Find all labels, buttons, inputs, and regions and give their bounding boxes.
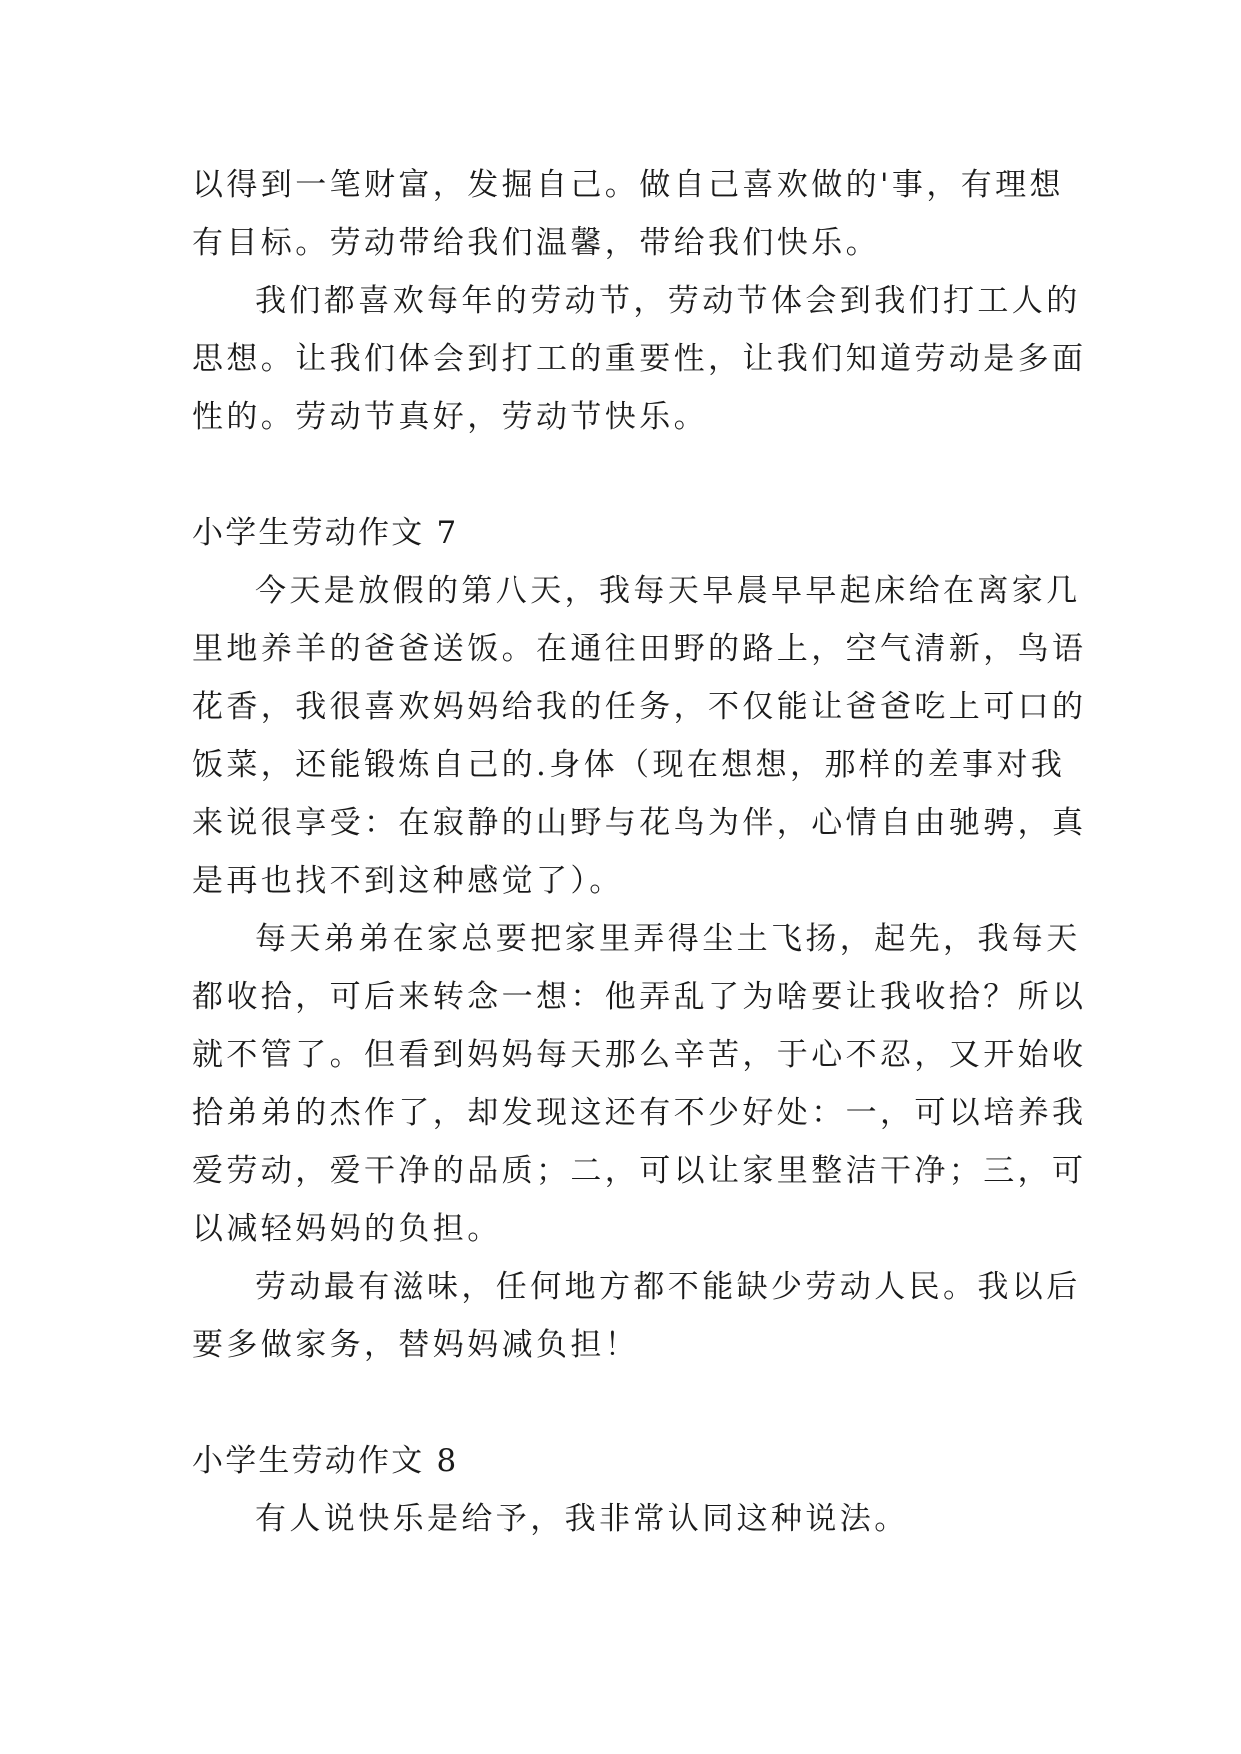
text-line: 有目标。劳动带给我们温馨，带给我们快乐。	[192, 225, 880, 261]
text-line: 就不管了。但看到妈妈每天那么辛苦，于心不忍，又开始收	[192, 1037, 1087, 1073]
text-line: 以得到一笔财富，发掘自己。做自己喜欢做的'事，有理想	[192, 167, 1064, 203]
text-line: 花香，我很喜欢妈妈给我的任务，不仅能让爸爸吃上可口的	[192, 689, 1087, 725]
text-line: 今天是放假的第八天，我每天早晨早早起床给在离家几	[255, 573, 1081, 609]
text-line: 以减轻妈妈的负担。	[192, 1211, 502, 1247]
text-line: 我们都喜欢每年的劳动节，劳动节体会到我们打工人的	[255, 283, 1081, 319]
text-line: 有人说快乐是给予，我非常认同这种说法。	[255, 1501, 909, 1537]
section-heading: 小学生劳动作文 7	[192, 515, 459, 551]
text-line: 爱劳动，爱干净的品质；二，可以让家里整洁干净；三，可	[192, 1153, 1087, 1189]
text-line: 饭菜，还能锻炼自己的.身体（现在想想，那样的差事对我	[192, 747, 1066, 783]
text-line: 思想。让我们体会到打工的重要性，让我们知道劳动是多面	[192, 341, 1087, 377]
text-line: 要多做家务，替妈妈减负担！	[192, 1327, 640, 1363]
text-line: 是再也找不到这种感觉了）。	[192, 863, 624, 899]
text-line: 性的。劳动节真好，劳动节快乐。	[192, 399, 708, 435]
text-line: 都收拾，可后来转念一想：他弄乱了为啥要让我收拾？所以	[192, 979, 1087, 1015]
text-line: 里地养羊的爸爸送饭。在通往田野的路上，空气清新，鸟语	[192, 631, 1087, 667]
text-line: 来说很享受：在寂静的山野与花鸟为伴，心情自由驰骋，真	[192, 805, 1087, 841]
section-heading: 小学生劳动作文 8	[192, 1443, 459, 1479]
text-line: 每天弟弟在家总要把家里弄得尘土飞扬，起先，我每天	[255, 921, 1081, 957]
text-line: 劳动最有滋味，任何地方都不能缺少劳动人民。我以后	[255, 1269, 1081, 1305]
text-line: 拾弟弟的杰作了，却发现这还有不少好处：一，可以培养我	[192, 1095, 1087, 1131]
